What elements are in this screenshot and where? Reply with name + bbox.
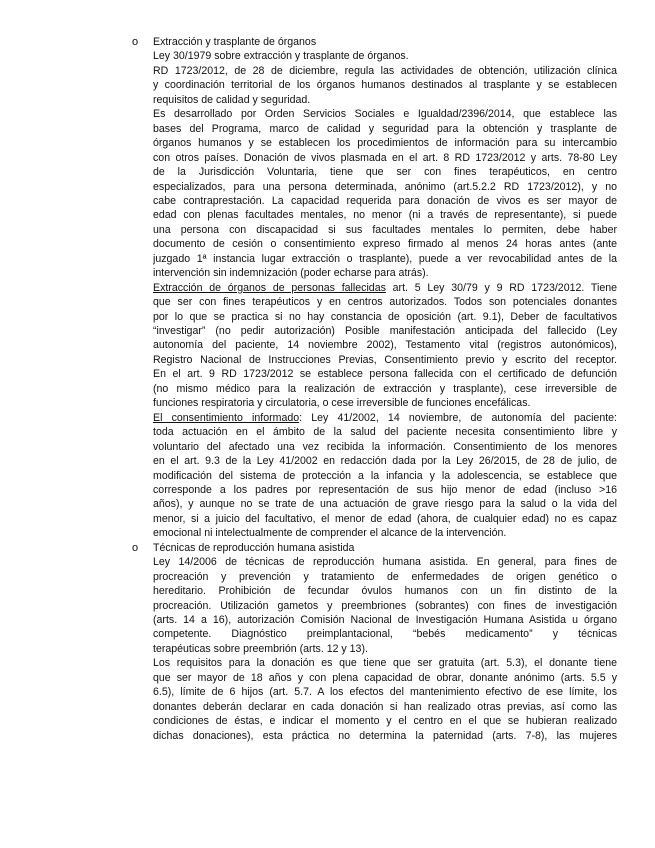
paragraph-line [153,685,617,699]
paragraph-line [153,122,617,136]
line-text: menor, si a juicio del facultativo, el menor de edad (ahora, de cualquier edad) no es capaz [153,512,617,525]
paragraph-line [153,627,617,641]
paragraph-line [153,252,617,266]
paragraph-line [153,396,617,410]
line-text: y coordinación territorial de los órganos humanos destinados al trasplante y se establecen [153,79,617,92]
paragraph-line [153,208,617,222]
line-text: en el art. 9.3 de la Ley 41/2002 en redacción dada por la Ley 26/2015, de 28 de julio, de [153,455,617,468]
paragraph-line [153,497,617,511]
line-text: “investigar” (no pedir autorización) Posible manifestación anticipada del fallecido (Ley [153,325,617,337]
line-text: (arts. 14 a 16), autorización Comisión Nacional de Investigación Humana Asistida u órgano [153,614,617,626]
underlined-subheading: El consentimiento informado [153,411,300,424]
section-heading: Técnicas de reproducción humana asistida [153,541,355,554]
line-text: que ser mayor de 18 años y con plena capacidad de obrar, donante anónimo (arts. 5.5 y [153,671,617,684]
paragraph-line [153,180,617,194]
line-text: condiciones de éstas, e indicar el momento y el centro en el que se hubieran realizado [153,715,617,728]
line-text: terapéuticas sobre preembrión (arts. 12 y 13). [153,642,368,655]
line-text: donantes deberán declarar en cada donación si han realizado otras previas, así como las [153,700,617,713]
paragraph-line [153,107,617,121]
line-text: órganos humanos y se establecen los procedimientos de información para su intercambio [153,137,617,150]
line-text: dichas donaciones), esta práctica no determina la paternidad (arts. 7-8), las mujeres [153,729,617,742]
paragraph-line [153,136,617,150]
paragraph-line [153,555,617,569]
line-text: toda actuación en el ámbito de la salud del paciente necesita consentimiento libre y [153,426,617,439]
line-text: 6.5), límite de 6 hijos (art. 5.7. A los efectos del mantenimiento efectivo de ese límite, los [153,686,617,699]
paragraph-line [153,469,617,483]
paragraph-line [153,584,617,598]
line-text: art. 5 Ley 30/79 y 9 RD 1723/2012. Tiene [385,281,617,294]
line-text: En el art. 9 RD 1723/2012 se establece persona fallecida con el certificado de defunción [153,368,617,381]
line-text: cabe contraprestación. La capacidad requerida para donación de vivos es ser mayor de [153,194,617,207]
paragraph-line [153,295,617,309]
paragraph-line [153,714,617,728]
line-text: Los requisitos para la donación es que tiene que ser gratuita (art. 5.3), el donante tiene [153,657,617,670]
line-text: intervención sin indemnización (poder echarse para atrás). [153,267,429,280]
paragraph-line [153,656,617,670]
line-text: funciones respiratoria y circulatoria, o cese irreversible de funciones encefálicas. [153,397,531,410]
paragraph-line [153,353,617,367]
paragraph-line [153,411,617,425]
line-text: edad con plenas facultades mentales, no menor (ni a través de representante), si puede [153,209,617,222]
paragraph-line [153,642,617,656]
paragraph-line [153,483,617,497]
line-text: procreación y prevención y tratamiento de enfermedades de origen genético o [153,570,617,583]
line-text: (no mismo médico para la realización de extracción y trasplante), cese irreversible de [153,382,617,395]
paragraph-line [153,440,617,454]
paragraph-line [153,237,617,251]
line-text: hereditario. Prohibición de fecundar óvulos humanos con un fin distinto de la [153,585,617,598]
paragraph-line [153,324,617,338]
paragraph-line [153,613,617,627]
line-text: modificación del sistema de protección a la infancia y la adolescencia, se establece que [153,469,617,482]
line-text: Es desarrollado por Orden Servicios Sociales e Igualdad/2396/2014, que establece las [153,108,617,121]
section-heading: Extracción y trasplante de órganos [153,36,317,48]
line-text: años), y aunque no se trate de una actuación de grave riesgo para la salud o la vida del [153,498,617,511]
paragraph-line [153,425,617,439]
line-text: autonomía del paciente, 14 noviembre 2002), Testamento vital (registros autonómicos), [153,339,617,352]
line-text: una persona con discapacidad si sus facultades mentales lo permiten, debe haber [153,223,617,236]
paragraph-line [153,78,617,92]
paragraph-line [153,570,617,584]
paragraph-line [153,729,617,743]
paragraph-line [153,194,617,208]
line-text: corresponde a los padres por representación de sus hijo menor de edad (incluso >16 [153,483,617,496]
line-text: voluntario del afectado una vez recibida la información. Consentimiento de los menores [153,440,617,453]
paragraph-line [153,367,617,381]
paragraph-line [153,599,617,613]
paragraph-line [153,64,617,78]
paragraph-line [153,165,617,179]
line-text: Ley 14/2006 de técnicas de reproducción humana asistida. En general, para fines de [153,556,617,569]
line-text: RD 1723/2012, de 28 de diciembre, regula las actividades de obtención, utilización clínica [153,64,617,77]
paragraph-line [153,49,617,63]
line-text: por lo que se practica si no hay constancia de oposición (art. 9.1), Deber de facultativos [153,310,617,323]
paragraph-line [153,700,617,714]
line-text: : Ley 41/2002, 14 noviembre, de autonomía del paciente: [299,411,617,424]
list-bullet: o [132,36,139,48]
paragraph-line [153,281,617,295]
line-text: juzgado 1ª instancia lugar extracción o trasplante), puede a ver revocabilidad antes de la [153,252,617,265]
paragraph-line [153,671,617,685]
line-text: documento de cesión o consentimiento expreso firmado al menos 24 horas antes (ante [153,238,617,251]
paragraph-line [153,382,617,396]
line-text: de la Jurisdicción Voluntaria, tiene que ser con fines terapéuticos, en centro [153,166,617,179]
line-text: procreación. Utilización gametos y preembriones (sobrantes) con fines de investigación [153,599,617,612]
paragraph-line [153,454,617,468]
line-text: con otros países. Donación de vivos plasmada en el art. 8 RD 1723/2012 y arts. 78-80 Ley [153,151,617,164]
paragraph-line [153,338,617,352]
line-text: emocional ni intelectualmente de comprender el alcance de la intervención. [153,527,507,540]
paragraph-line [153,93,617,107]
paragraph-line [153,151,617,165]
line-text: competente. Diagnóstico preimplantacional, “bebés medicamento” y técnicas [153,628,617,641]
line-text: Ley 30/1979 sobre extracción y trasplante de órganos. [153,50,409,63]
paragraph-line [153,223,617,237]
line-text: especializados, para una persona determinada, anónimo (art.5.2.2 RD 1723/2012), y no [153,180,617,193]
line-text: Registro Nacional de Instrucciones Previas, Consentimiento previo y escrito del receptor. [153,353,617,366]
paragraph-line [153,526,617,540]
line-text: requisitos de calidad y seguridad. [153,93,311,106]
line-text: que ser con fines terapéuticos y en centros autorizados. Todos son potenciales donantes [153,296,617,309]
paragraph-line [153,266,617,280]
underlined-subheading: Extracción de órganos de personas fallecidas [153,281,386,294]
line-text: bases del Programa, marco de calidad y seguridad para la obtención y trasplante de [153,122,617,135]
list-bullet: o [132,541,139,554]
paragraph-line [153,310,617,324]
paragraph-line [153,512,617,526]
